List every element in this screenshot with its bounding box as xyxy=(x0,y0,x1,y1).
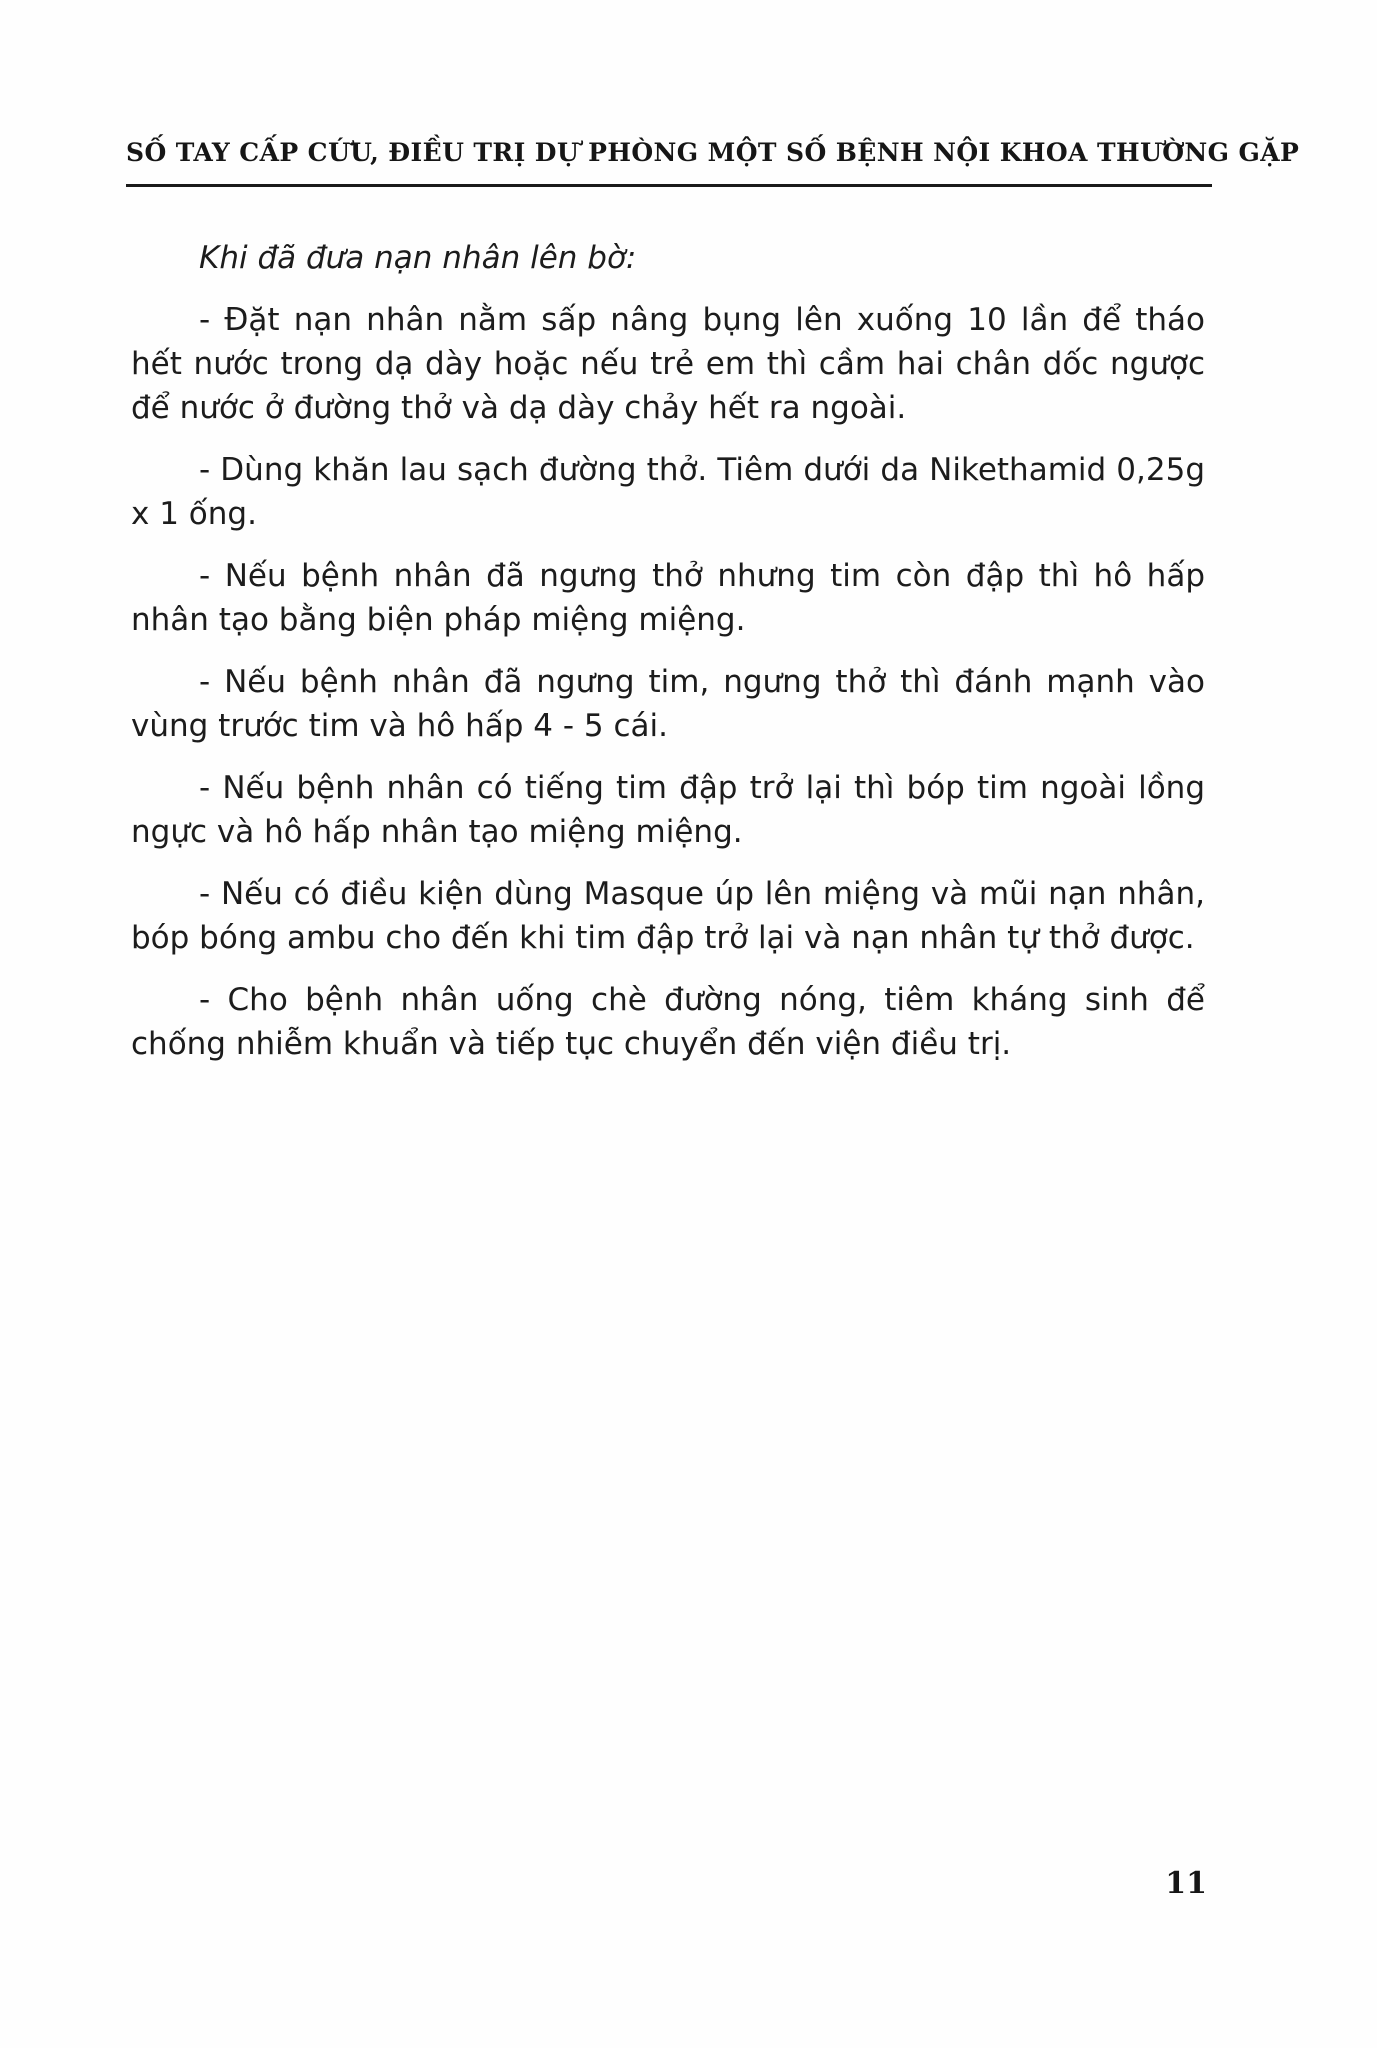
list-item: - Nếu có điều kiện dùng Masque úp lên miệng và mũi nạn nhân, bóp bóng ambu cho đến khi tim đập trở lại và nạn nhân tự thở được. xyxy=(131,876,1205,956)
page-number: 11 xyxy=(1165,1866,1207,1901)
header-rule xyxy=(126,184,1212,187)
page-body xyxy=(131,236,1205,1084)
list-item: - Nếu bệnh nhân có tiếng tim đập trở lại thì bóp tim ngoài lồng ngực và hô hấp nhân tạo miệng miệng. xyxy=(131,770,1205,850)
intro-paragraph: Khi đã đưa nạn nhân lên bờ: xyxy=(199,240,637,276)
list-item: - Đặt nạn nhân nằm sấp nâng bụng lên xuống 10 lần để tháo hết nước trong dạ dày hoặc nếu trẻ em thì cầm hai chân dốc ngược để nước ở đường thở và dạ dày chảy hết ra ngoài. xyxy=(131,302,1205,426)
list-item: - Nếu bệnh nhân đã ngưng tim, ngưng thở thì đánh mạnh vào vùng trước tim và hô hấp 4 - 5 cái. xyxy=(131,664,1205,744)
list-item: - Dùng khăn lau sạch đường thở. Tiêm dưới da Nikethamid 0,25g x 1 ống. xyxy=(131,452,1205,532)
running-header: SỐ TAY CẤP CỨU, ĐIỀU TRỊ DỰ PHÒNG MỘT SỐ BỆNH NỘI KHOA THƯỜNG GẶP xyxy=(126,138,1300,167)
list-item: - Nếu bệnh nhân đã ngưng thở nhưng tim còn đập thì hô hấp nhân tạo bằng biện pháp miệng miệng. xyxy=(131,558,1205,638)
list-item: - Cho bệnh nhân uống chè đường nóng, tiêm kháng sinh để chống nhiễm khuẩn và tiếp tục chuyển đến viện điều trị. xyxy=(131,982,1205,1062)
